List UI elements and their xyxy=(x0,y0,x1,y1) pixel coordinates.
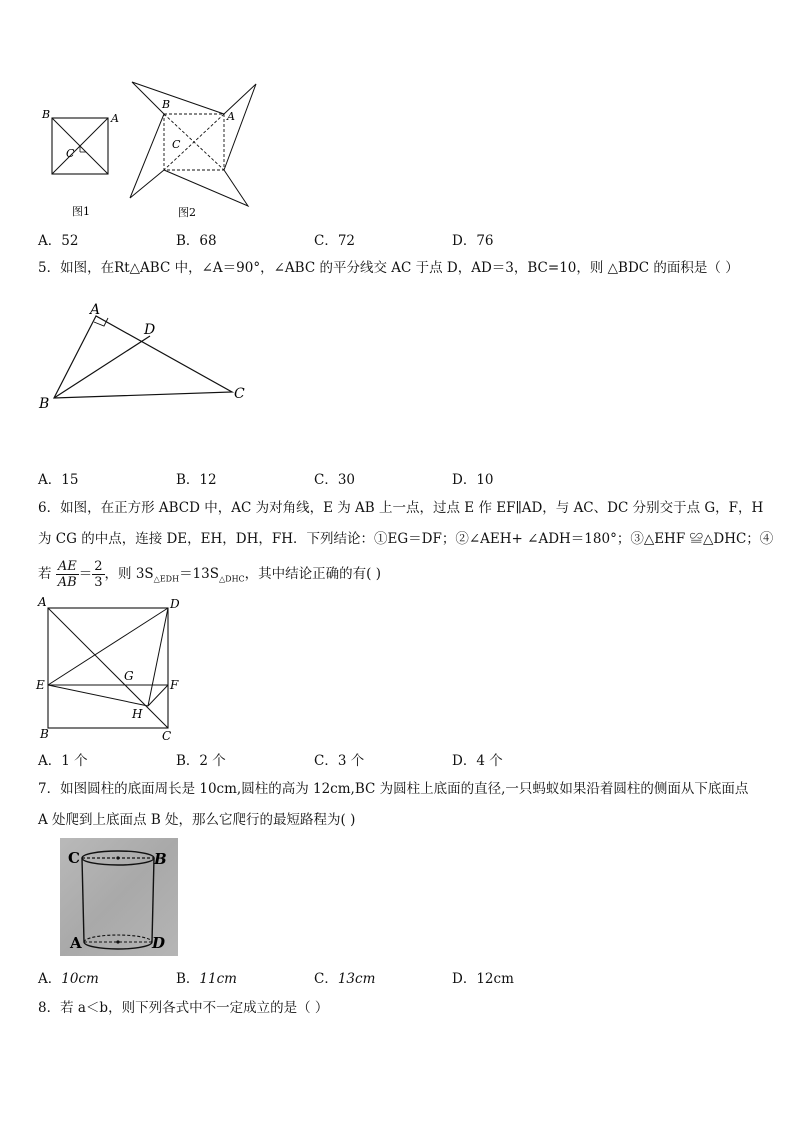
q4-option-b[interactable]: B．68 xyxy=(176,233,217,249)
q5-triangle-svg xyxy=(34,298,254,416)
q4-fig2-label-a: A xyxy=(227,110,235,123)
q4-figure-1-svg xyxy=(40,100,120,220)
q6-option-a[interactable]: A．1 个 xyxy=(38,753,88,769)
q4-option-a[interactable]: A．52 xyxy=(38,233,79,249)
q4-fig2-label-c: C xyxy=(172,138,181,151)
q7-label-a: A xyxy=(70,934,82,952)
q7-option-c[interactable]: C．13cm xyxy=(314,971,376,987)
q7-cylinder-photo xyxy=(60,838,178,956)
q5-question-text: 5．如图，在Rt△ABC 中，∠A＝90°，∠ABC 的平分线交 AC 于点 D，AD＝3，BC=10，则 △BDC 的面积是（ ） xyxy=(38,260,739,276)
q7-option-a[interactable]: A．10cm xyxy=(38,971,99,987)
q6-label-f: F xyxy=(170,678,179,692)
q6-option-d[interactable]: D．4 个 xyxy=(452,753,503,769)
q4-fig2-caption: 图2 xyxy=(178,206,196,219)
q7-cylinder-svg xyxy=(60,838,178,956)
q6-label-a: A xyxy=(38,595,47,609)
q6-square-svg xyxy=(34,594,190,744)
q6-fraction-ae-ab: $\frac{AE}{AB}$ xyxy=(57,559,77,590)
q6-label-b: B xyxy=(40,727,49,741)
q6-question-line-1: 6．如图，在正方形 ABCD 中，AC 为对角线，E 为 AB 上一点，过点 E 作 EF∥AD，与 AC、DC 分别交于点 G，F，H xyxy=(38,500,764,516)
q6-label-h: H xyxy=(132,707,143,721)
q6-question-line-2: 为 CG 的中点，连接 DE，EH，DH，FH．下列结论：①EG＝DF；②∠AEH+ ∠ADH＝180°；③△EHF ≌△DHC；④ xyxy=(38,531,774,547)
q6-label-d: D xyxy=(170,597,180,611)
q7-label-b: B xyxy=(154,850,167,868)
q6-figure xyxy=(34,594,190,744)
q5-option-b[interactable]: B．12 xyxy=(176,472,217,488)
q6-label-c: C xyxy=(162,729,172,743)
q4-fig2-label-b: B xyxy=(162,98,171,111)
q7-option-b[interactable]: B．11cm xyxy=(176,971,237,987)
q6-option-c[interactable]: C．3 个 xyxy=(314,753,365,769)
q6-label-g: G xyxy=(124,669,134,683)
q5-option-a[interactable]: A．15 xyxy=(38,472,79,488)
q7-label-c: C xyxy=(68,849,80,867)
q5-option-d[interactable]: D．10 xyxy=(452,472,494,488)
q6-label-e: E xyxy=(36,678,45,692)
q4-figure-1 xyxy=(40,100,120,220)
q5-figure xyxy=(34,298,254,416)
q5-label-a: A xyxy=(90,302,101,318)
q4-fig1-label-b: B xyxy=(42,108,51,121)
q7-question-line-1: 7．如图圆柱的底面周长是 10cm,圆柱的高为 12cm,BC 为圆柱上底面的直径,一只蚂蚁如果沿着圆柱的侧面从下底面点 xyxy=(38,781,749,797)
q6-question-line-3: 若 $\frac{AE}{AB}$ ＝ $\frac{2}{3}$ ，则 $3S_{\triangle EDH}=13S_{\triangle DHC}$，其中结论正确的有( ) xyxy=(38,559,381,590)
q4-figure-2-svg xyxy=(126,78,266,222)
q6-fraction-2-3: $\frac{2}{3}$ xyxy=(94,559,103,590)
q4-fig1-caption: 图1 xyxy=(72,205,90,218)
q7-label-d: D xyxy=(152,934,166,952)
q5-label-b: B xyxy=(39,396,50,412)
q4-option-d[interactable]: D．76 xyxy=(452,233,494,249)
q6-option-b[interactable]: B．2 个 xyxy=(176,753,226,769)
q7-question-line-2: A 处爬到上底面点 B 处，那么它爬行的最短路程为( ) xyxy=(38,812,356,828)
q4-fig1-label-c: C xyxy=(66,147,75,160)
q4-option-c[interactable]: C．72 xyxy=(314,233,356,249)
q5-label-c: C xyxy=(234,386,245,402)
q7-option-d[interactable]: D．12cm xyxy=(452,971,514,987)
q4-figure-2 xyxy=(126,78,266,222)
q5-label-d: D xyxy=(144,322,156,338)
q5-option-c[interactable]: C．30 xyxy=(314,472,356,488)
q4-fig1-label-a: A xyxy=(111,112,119,125)
q8-question-text: 8．若 a＜b，则下列各式中不一定成立的是（ ） xyxy=(38,1000,329,1016)
